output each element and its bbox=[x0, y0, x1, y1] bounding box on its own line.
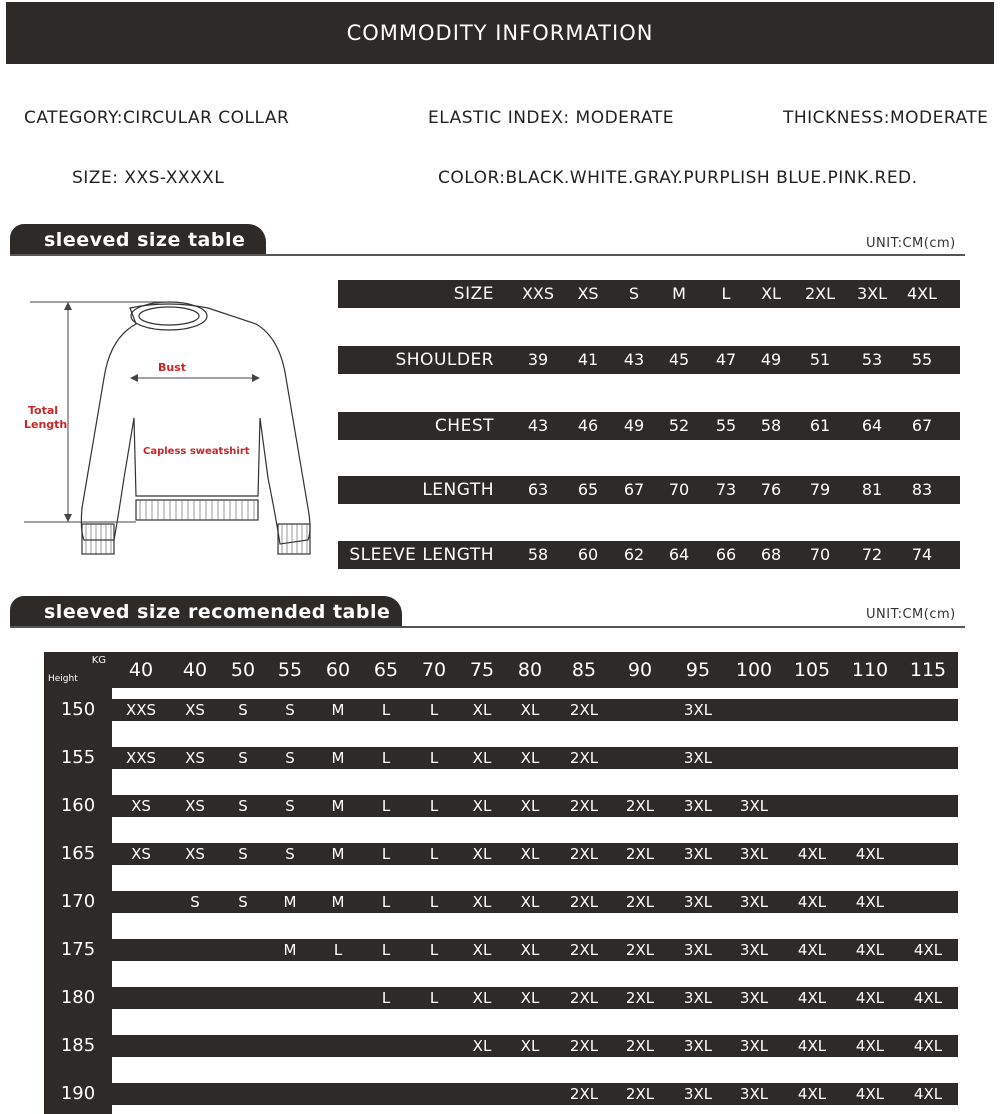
rec-size-cell: XS bbox=[185, 749, 205, 767]
rec-size-cell: S bbox=[285, 701, 295, 719]
rec-size-cell: L bbox=[381, 749, 391, 767]
size-cell: XL bbox=[761, 284, 781, 303]
weight-header-cell: 50 bbox=[230, 659, 256, 681]
rec-size-cell: 4XL bbox=[797, 941, 827, 959]
size-cell: 55 bbox=[715, 416, 737, 435]
rec-size-cell: M bbox=[331, 797, 345, 815]
size-cell: XXS bbox=[521, 284, 555, 303]
rec-row-185 bbox=[44, 1035, 958, 1057]
rec-table-unit: UNIT:CM(cm) bbox=[866, 607, 956, 622]
size-row-length bbox=[338, 476, 960, 504]
size-cell: XS bbox=[577, 284, 599, 303]
size-cell: 67 bbox=[623, 480, 645, 499]
rec-size-cell: 4XL bbox=[855, 893, 885, 911]
weight-header-cell: 60 bbox=[325, 659, 351, 681]
weight-header-cell: 105 bbox=[793, 659, 831, 681]
rec-size-cell: 2XL bbox=[569, 893, 599, 911]
rec-size-cell: 4XL bbox=[855, 989, 885, 1007]
size-cell: 70 bbox=[809, 545, 831, 564]
rec-size-cell: 3XL bbox=[739, 989, 769, 1007]
size-cell: 58 bbox=[760, 416, 782, 435]
rec-size-cell: S bbox=[285, 845, 295, 863]
size-table-rule bbox=[10, 254, 965, 256]
rec-size-cell: 4XL bbox=[797, 1085, 827, 1103]
size-row-label: SHOULDER bbox=[395, 350, 494, 370]
rec-size-cell: XL bbox=[472, 893, 492, 911]
weight-header-cell: 65 bbox=[373, 659, 399, 681]
size-cell: 62 bbox=[623, 545, 645, 564]
size-cell: 4XL bbox=[906, 284, 938, 303]
weight-header-cell: 85 bbox=[571, 659, 597, 681]
size-cell: 70 bbox=[668, 480, 690, 499]
rec-row-170 bbox=[44, 891, 958, 913]
rec-row-height: 165 bbox=[60, 843, 96, 864]
header-title: COMMODITY INFORMATION bbox=[346, 21, 654, 45]
diagram-total-label: Total bbox=[28, 404, 59, 417]
rec-row-165 bbox=[44, 843, 958, 865]
rec-size-cell: L bbox=[381, 941, 391, 959]
size-cell: S bbox=[628, 284, 640, 303]
rec-size-cell: L bbox=[381, 701, 391, 719]
rec-size-cell: L bbox=[429, 989, 439, 1007]
rec-size-cell: XL bbox=[472, 797, 492, 815]
size-cell: 52 bbox=[668, 416, 690, 435]
size-row-shoulder bbox=[338, 346, 960, 374]
rec-row-190 bbox=[44, 1083, 958, 1105]
rec-size-cell: 2XL bbox=[569, 1037, 599, 1055]
size-cell: L bbox=[721, 284, 731, 303]
weight-header-cell: 115 bbox=[909, 659, 947, 681]
size-table-tab bbox=[10, 224, 266, 256]
info-thickness: THICKNESS:MODERATE bbox=[783, 108, 989, 128]
rec-table-rule bbox=[10, 626, 965, 628]
size-cell: 47 bbox=[715, 350, 737, 369]
rec-size-cell: 4XL bbox=[797, 989, 827, 1007]
rec-size-cell: L bbox=[429, 845, 439, 863]
rec-row-150 bbox=[44, 699, 958, 721]
weight-header-cell: 90 bbox=[627, 659, 653, 681]
diagram-caption: Capless sweatshirt bbox=[143, 446, 250, 457]
size-row-label: SIZE bbox=[453, 284, 494, 304]
rec-size-cell: 2XL bbox=[569, 845, 599, 863]
rec-size-cell: 3XL bbox=[683, 1085, 713, 1103]
rec-corner bbox=[44, 652, 114, 688]
rec-size-cell: L bbox=[381, 797, 391, 815]
rec-size-cell: XL bbox=[520, 893, 540, 911]
rec-row-height: 155 bbox=[60, 747, 96, 768]
rec-size-cell: 3XL bbox=[739, 1037, 769, 1055]
rec-size-cell: L bbox=[429, 941, 439, 959]
rec-size-cell: M bbox=[331, 749, 345, 767]
rec-size-cell: 2XL bbox=[569, 1085, 599, 1103]
size-cell: 49 bbox=[623, 416, 645, 435]
size-row-label: CHEST bbox=[434, 416, 494, 436]
size-cell: 53 bbox=[861, 350, 883, 369]
rec-size-cell: XS bbox=[185, 845, 205, 863]
rec-row-height: 175 bbox=[60, 939, 96, 960]
size-cell: 83 bbox=[911, 480, 933, 499]
rec-row-height: 190 bbox=[60, 1083, 96, 1104]
rec-size-cell: XL bbox=[472, 941, 492, 959]
rec-row-height: 150 bbox=[60, 699, 96, 720]
rec-size-cell: 4XL bbox=[913, 989, 943, 1007]
size-cell: 72 bbox=[861, 545, 883, 564]
rec-size-cell: S bbox=[238, 797, 248, 815]
size-cell: 64 bbox=[668, 545, 690, 564]
rec-size-cell: L bbox=[429, 701, 439, 719]
size-cell: 43 bbox=[527, 416, 549, 435]
rec-size-cell: XL bbox=[520, 749, 540, 767]
rec-size-cell: 4XL bbox=[855, 941, 885, 959]
size-cell: 43 bbox=[623, 350, 645, 369]
rec-size-cell: 4XL bbox=[855, 845, 885, 863]
size-cell: 3XL bbox=[856, 284, 888, 303]
diagram-length-label: Length bbox=[24, 418, 68, 431]
rec-size-cell: 4XL bbox=[797, 893, 827, 911]
rec-row-175 bbox=[44, 939, 958, 961]
rec-size-cell: 2XL bbox=[569, 941, 599, 959]
size-cell: 46 bbox=[577, 416, 599, 435]
rec-size-cell: 2XL bbox=[625, 845, 655, 863]
rec-size-cell: 2XL bbox=[625, 1037, 655, 1055]
kg-label: KG bbox=[91, 655, 106, 666]
rec-size-cell: 3XL bbox=[683, 845, 713, 863]
size-cell: 60 bbox=[577, 545, 599, 564]
info-elastic: ELASTIC INDEX: MODERATE bbox=[428, 108, 674, 128]
info-color: COLOR:BLACK.WHITE.GRAY.PURPLISH BLUE.PINK.RED. bbox=[438, 168, 918, 188]
rec-size-cell: 3XL bbox=[683, 989, 713, 1007]
rec-size-cell: 3XL bbox=[683, 893, 713, 911]
rec-size-cell: S bbox=[238, 749, 248, 767]
height-label: Height bbox=[48, 674, 78, 684]
rec-row-155 bbox=[44, 747, 958, 769]
rec-size-cell: S bbox=[285, 797, 295, 815]
rec-size-cell: M bbox=[331, 845, 345, 863]
size-cell: 58 bbox=[527, 545, 549, 564]
rec-size-cell: S bbox=[285, 749, 295, 767]
rec-row-180 bbox=[44, 987, 958, 1009]
rec-size-cell: 2XL bbox=[625, 941, 655, 959]
rec-size-cell: 4XL bbox=[913, 941, 943, 959]
diagram-bust-label: Bust bbox=[158, 361, 187, 374]
rec-size-cell: 2XL bbox=[569, 797, 599, 815]
size-cell: 67 bbox=[911, 416, 933, 435]
rec-size-cell: M bbox=[283, 893, 297, 911]
size-cell: 39 bbox=[527, 350, 549, 369]
size-cell: 41 bbox=[577, 350, 599, 369]
rec-size-cell: 3XL bbox=[739, 941, 769, 959]
page-header bbox=[6, 2, 994, 64]
rec-size-cell: XXS bbox=[125, 749, 157, 767]
rec-size-cell: 3XL bbox=[683, 749, 713, 767]
rec-size-cell: XL bbox=[520, 989, 540, 1007]
rec-size-cell: XL bbox=[472, 701, 492, 719]
rec-size-cell: XS bbox=[131, 797, 151, 815]
rec-size-cell: 2XL bbox=[625, 893, 655, 911]
size-cell: 79 bbox=[809, 480, 831, 499]
rec-row-160 bbox=[44, 795, 958, 817]
weight-header-cell: 80 bbox=[517, 659, 543, 681]
rec-size-cell: 3XL bbox=[739, 1085, 769, 1103]
rec-size-cell: L bbox=[381, 989, 391, 1007]
rec-size-cell: L bbox=[381, 845, 391, 863]
rec-table-header bbox=[44, 652, 958, 688]
rec-row-height: 160 bbox=[60, 795, 96, 816]
rec-size-cell: S bbox=[238, 893, 248, 911]
rec-size-cell: 2XL bbox=[569, 749, 599, 767]
rec-size-cell: L bbox=[429, 893, 439, 911]
rec-size-cell: XL bbox=[520, 845, 540, 863]
weight-header-cell: 55 bbox=[277, 659, 303, 681]
rec-size-cell: XL bbox=[472, 989, 492, 1007]
size-cell: 63 bbox=[527, 480, 549, 499]
rec-size-cell: 4XL bbox=[797, 845, 827, 863]
rec-size-cell: XL bbox=[520, 797, 540, 815]
rec-size-cell: 3XL bbox=[683, 701, 713, 719]
weight-header-cell: 75 bbox=[469, 659, 495, 681]
size-cell: 45 bbox=[668, 350, 690, 369]
size-row-label: LENGTH bbox=[422, 480, 494, 500]
rec-size-cell: M bbox=[283, 941, 297, 959]
rec-size-cell: 2XL bbox=[625, 1085, 655, 1103]
rec-size-cell: 3XL bbox=[739, 845, 769, 863]
size-cell: 76 bbox=[760, 480, 782, 499]
size-cell: 55 bbox=[911, 350, 933, 369]
size-cell: 65 bbox=[577, 480, 599, 499]
size-row-label: SLEEVE LENGTH bbox=[349, 545, 494, 565]
rec-size-cell: 2XL bbox=[625, 797, 655, 815]
rec-size-cell: 3XL bbox=[683, 797, 713, 815]
rec-size-cell: L bbox=[429, 749, 439, 767]
size-row-sleeve-length bbox=[338, 541, 960, 569]
rec-size-cell: 3XL bbox=[683, 941, 713, 959]
rec-row-height: 170 bbox=[60, 891, 96, 912]
rec-size-cell: L bbox=[429, 797, 439, 815]
rec-size-cell: S bbox=[238, 701, 248, 719]
rec-size-cell: XL bbox=[472, 845, 492, 863]
rec-size-cell: XL bbox=[472, 749, 492, 767]
weight-header-cell: 95 bbox=[685, 659, 711, 681]
size-cell: 49 bbox=[760, 350, 782, 369]
rec-row-height: 180 bbox=[60, 987, 96, 1008]
size-cell: 64 bbox=[861, 416, 883, 435]
rec-size-cell: M bbox=[331, 893, 345, 911]
rec-size-cell: 4XL bbox=[913, 1037, 943, 1055]
rec-size-cell: L bbox=[381, 893, 391, 911]
size-cell: 81 bbox=[861, 480, 883, 499]
rec-size-cell: L bbox=[333, 941, 343, 959]
rec-size-cell: 2XL bbox=[569, 701, 599, 719]
size-cell: 2XL bbox=[804, 284, 836, 303]
rec-size-cell: 3XL bbox=[683, 1037, 713, 1055]
size-cell: 73 bbox=[715, 480, 737, 499]
weight-header-cell: 40 bbox=[182, 659, 208, 681]
rec-size-cell: 4XL bbox=[797, 1037, 827, 1055]
rec-size-cell: 2XL bbox=[569, 989, 599, 1007]
rec-size-cell: XS bbox=[185, 701, 205, 719]
size-table-unit: UNIT:CM(cm) bbox=[866, 236, 956, 251]
rec-size-cell: XXS bbox=[125, 701, 157, 719]
rec-size-cell: 4XL bbox=[913, 1085, 943, 1103]
rec-row-height: 185 bbox=[60, 1035, 96, 1056]
weight-header-cell: 110 bbox=[851, 659, 889, 681]
rec-size-cell: 3XL bbox=[739, 797, 769, 815]
size-cell: 74 bbox=[911, 545, 933, 564]
rec-size-cell: XS bbox=[131, 845, 151, 863]
size-row-chest bbox=[338, 412, 960, 440]
rec-size-cell: 3XL bbox=[739, 893, 769, 911]
rec-size-cell: XL bbox=[520, 701, 540, 719]
rec-table-tab-label: sleeved size recomended table bbox=[44, 601, 391, 623]
rec-size-cell: S bbox=[238, 845, 248, 863]
size-cell: 61 bbox=[809, 416, 831, 435]
size-cell: 68 bbox=[760, 545, 782, 564]
size-cell: 66 bbox=[715, 545, 737, 564]
info-size: SIZE: XXS-XXXXL bbox=[72, 168, 225, 188]
rec-size-cell: XL bbox=[520, 1037, 540, 1055]
size-table-tab-label: sleeved size table bbox=[44, 229, 246, 251]
rec-size-cell: XL bbox=[520, 941, 540, 959]
size-row-size bbox=[338, 280, 960, 308]
rec-size-cell: 4XL bbox=[855, 1085, 885, 1103]
rec-size-cell: 2XL bbox=[625, 989, 655, 1007]
rec-size-cell: XL bbox=[472, 1037, 492, 1055]
rec-size-cell: XS bbox=[185, 797, 205, 815]
size-cell: M bbox=[672, 284, 686, 303]
weight-header-cell: 100 bbox=[735, 659, 773, 681]
rec-size-cell: 4XL bbox=[855, 1037, 885, 1055]
size-cell: 51 bbox=[809, 350, 831, 369]
rec-size-cell: M bbox=[331, 701, 345, 719]
info-category: CATEGORY:CIRCULAR COLLAR bbox=[24, 108, 290, 128]
rec-table-tab bbox=[10, 596, 402, 628]
weight-header-cell: 40 bbox=[128, 659, 154, 681]
rec-size-cell: S bbox=[190, 893, 200, 911]
weight-header-cell: 70 bbox=[421, 659, 447, 681]
